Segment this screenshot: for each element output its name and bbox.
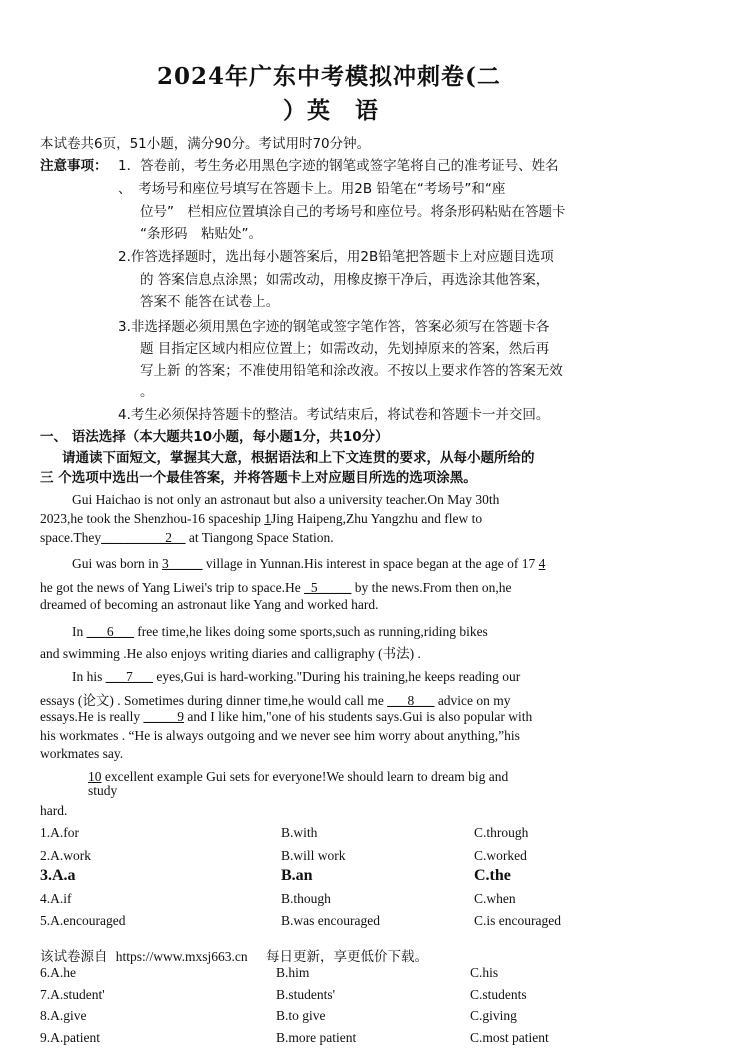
- passage-p1-line-c: space.They___ ______2__ at Tiangong Space Station.: [40, 530, 334, 545]
- passage-p4-line-d: his workmates . “He is always outgoing and we never see him worry about anything,”his: [40, 728, 520, 743]
- blank-2: ___ ______2__: [101, 530, 186, 545]
- option-2a: 2.A.work: [40, 848, 91, 863]
- passage-p4-line-b: essays (论文) . Sometimes during dinner time,he would call me ___8___ advice on my: [40, 693, 511, 708]
- option-2c: C.worked: [474, 848, 527, 863]
- blank-4: 4: [538, 556, 546, 571]
- note-1-line-a: 1．答卷前，考生务必用黑色字迹的钢笔或签字笔将自己的准考证号、姓名: [118, 158, 559, 174]
- section-1-heading: 一、 语法选择（本大题共10小题，每小题1分，共10分）: [40, 429, 389, 445]
- blank-5: _5_____: [304, 580, 352, 595]
- option-7b: B.students': [276, 987, 336, 1002]
- notes-label: 注意事项：: [40, 158, 108, 174]
- passage-p5-line-a: 10 excellent example Gui sets for everyone!We should learn to dream big and: [88, 769, 509, 784]
- option-2b: B.will work: [281, 848, 346, 863]
- passage-p1-line-b: 2023,he took the Shenzhou-16 spaceship 1Jing Haipeng,Zhu Yangzhu and flew to: [40, 511, 483, 526]
- option-1c: C.through: [474, 825, 529, 840]
- passage-p2-line-a: Gui was born in 3_____ village in Yunnan.His interest in space began at the age of 17 4: [72, 556, 546, 571]
- blank-1: 1: [264, 511, 271, 526]
- note-1-line-d: “条形码 粘贴处”。: [140, 226, 262, 242]
- note-3-line-d: 。: [140, 384, 154, 400]
- option-5a: 5.A.encouraged: [40, 913, 126, 928]
- option-1b: B.with: [281, 825, 318, 840]
- option-4c: C.when: [474, 891, 516, 906]
- option-9a: 9.A.patient: [40, 1030, 100, 1045]
- option-7c: C.students: [470, 987, 527, 1002]
- option-7a: 7.A.student': [40, 987, 105, 1002]
- passage-p5-line-c: hard.: [40, 803, 68, 818]
- option-9c: C.most patient: [470, 1030, 549, 1045]
- blank-7: ___7___: [105, 669, 153, 684]
- blank-10: 10: [88, 769, 102, 784]
- passage-p4-line-a: In his ___7___ eyes,Gui is hard-working."During his training,he keeps reading our: [72, 669, 521, 684]
- note-3-line-b: 题 目指定区域内相应位置上；如需改动，先划掉原来的答案，然后再: [140, 341, 550, 357]
- option-3b: B.an: [281, 867, 313, 884]
- passage-p2-line-b: he got the news of Yang Liwei's trip to space.He _5_____ by the news.From then on,he: [40, 580, 512, 595]
- note-1-line-b: 、 考场号和座位号填写在答题卡上。用2B 铅笔在“考场号”和“座: [118, 181, 506, 197]
- note-2-line-a: 2.作答选择题时，选出每小题答案后，用2B铅笔把答题卡上对应题目选项: [118, 249, 554, 265]
- passage-p3-line-a: In ___6___ free time,he likes doing some sports,such as running,riding bikes: [72, 624, 488, 639]
- option-6c: C.his: [470, 965, 499, 980]
- blank-6: ___6___: [86, 624, 134, 639]
- option-6b: B.him: [276, 965, 310, 980]
- section-1-instruction-a: 请通读下面短文，掌握其大意，根据语法和上下文连贯的要求，从每小题所给的: [62, 450, 535, 466]
- option-5c: C.is encouraged: [474, 913, 561, 928]
- option-4b: B.though: [281, 891, 331, 906]
- passage-p4-line-c: essays.He is really _____9 and I like him,"one of his students says.Gui is also popular with: [40, 709, 533, 724]
- note-3-line-c: 写上新 的答案；不准使用铅笔和涂改液。不按以上要求作答的答案无效: [140, 363, 563, 379]
- note-4: 4.考生必须保持答题卡的整洁。考试结束后，将试卷和答题卡一并交回。: [118, 407, 550, 423]
- source-suffix: 每日更新，享更低价下载。: [265, 949, 428, 965]
- exam-intro: 本试卷共6页，51小题，满分90分。考试用时70分钟。: [40, 136, 371, 152]
- option-8a: 8.A.give: [40, 1008, 87, 1023]
- option-1a: 1.A.for: [40, 825, 79, 840]
- option-3a: 3.A.a: [40, 867, 76, 884]
- blank-8: ___8___: [387, 693, 435, 708]
- page-title-line2: ）英 语: [283, 97, 379, 124]
- passage-p1-line-a: Gui Haichao is not only an astronaut but also a university teacher.On May 30th: [72, 492, 500, 507]
- source-prefix: 该试卷源自: [40, 949, 108, 965]
- blank-9: _____9: [143, 709, 184, 724]
- option-8c: C.giving: [470, 1008, 517, 1023]
- passage-p4-line-e: workmates say.: [40, 746, 124, 761]
- note-2-line-b: 的 答案信息点涂黑；如需改动，用橡皮擦干净后，再选涂其他答案，: [140, 272, 550, 288]
- option-3c: C.the: [474, 867, 511, 884]
- option-5b: B.was encouraged: [281, 913, 380, 928]
- option-9b: B.more patient: [276, 1030, 357, 1045]
- blank-3: 3_____: [162, 556, 203, 571]
- passage-p2-line-c: dreamed of becoming an astronaut like Yang and worked hard.: [40, 597, 379, 612]
- page-title-line1: 2024年广东中考模拟冲刺卷(二: [157, 63, 501, 90]
- option-8b: B.to give: [276, 1008, 326, 1023]
- section-1-instruction-b: 三 个选项中选出一个最佳答案，并将答题卡上对应题目所选的选项涂黑。: [40, 470, 477, 486]
- note-1-line-c: 位号” 栏相应位置填涂自己的考场号和座位号。将条形码粘贴在答题卡: [140, 204, 566, 220]
- source-url-link[interactable]: https://www.mxsj663.cn: [115, 949, 248, 964]
- passage-p5-line-b: study: [88, 783, 118, 798]
- source-line: [40, 945, 428, 965]
- option-6a: 6.A.he: [40, 965, 76, 980]
- note-3-line-a: 3.非选择题必须用黑色字迹的钢笔或签字笔作答，答案必须写在答题卡各: [118, 319, 550, 335]
- note-2-line-c: 答案不 能答在试卷上。: [140, 294, 280, 310]
- option-4a: 4.A.if: [40, 891, 72, 906]
- passage-p3-line-b: and swimming .He also enjoys writing diaries and calligraphy (书法) .: [40, 646, 421, 661]
